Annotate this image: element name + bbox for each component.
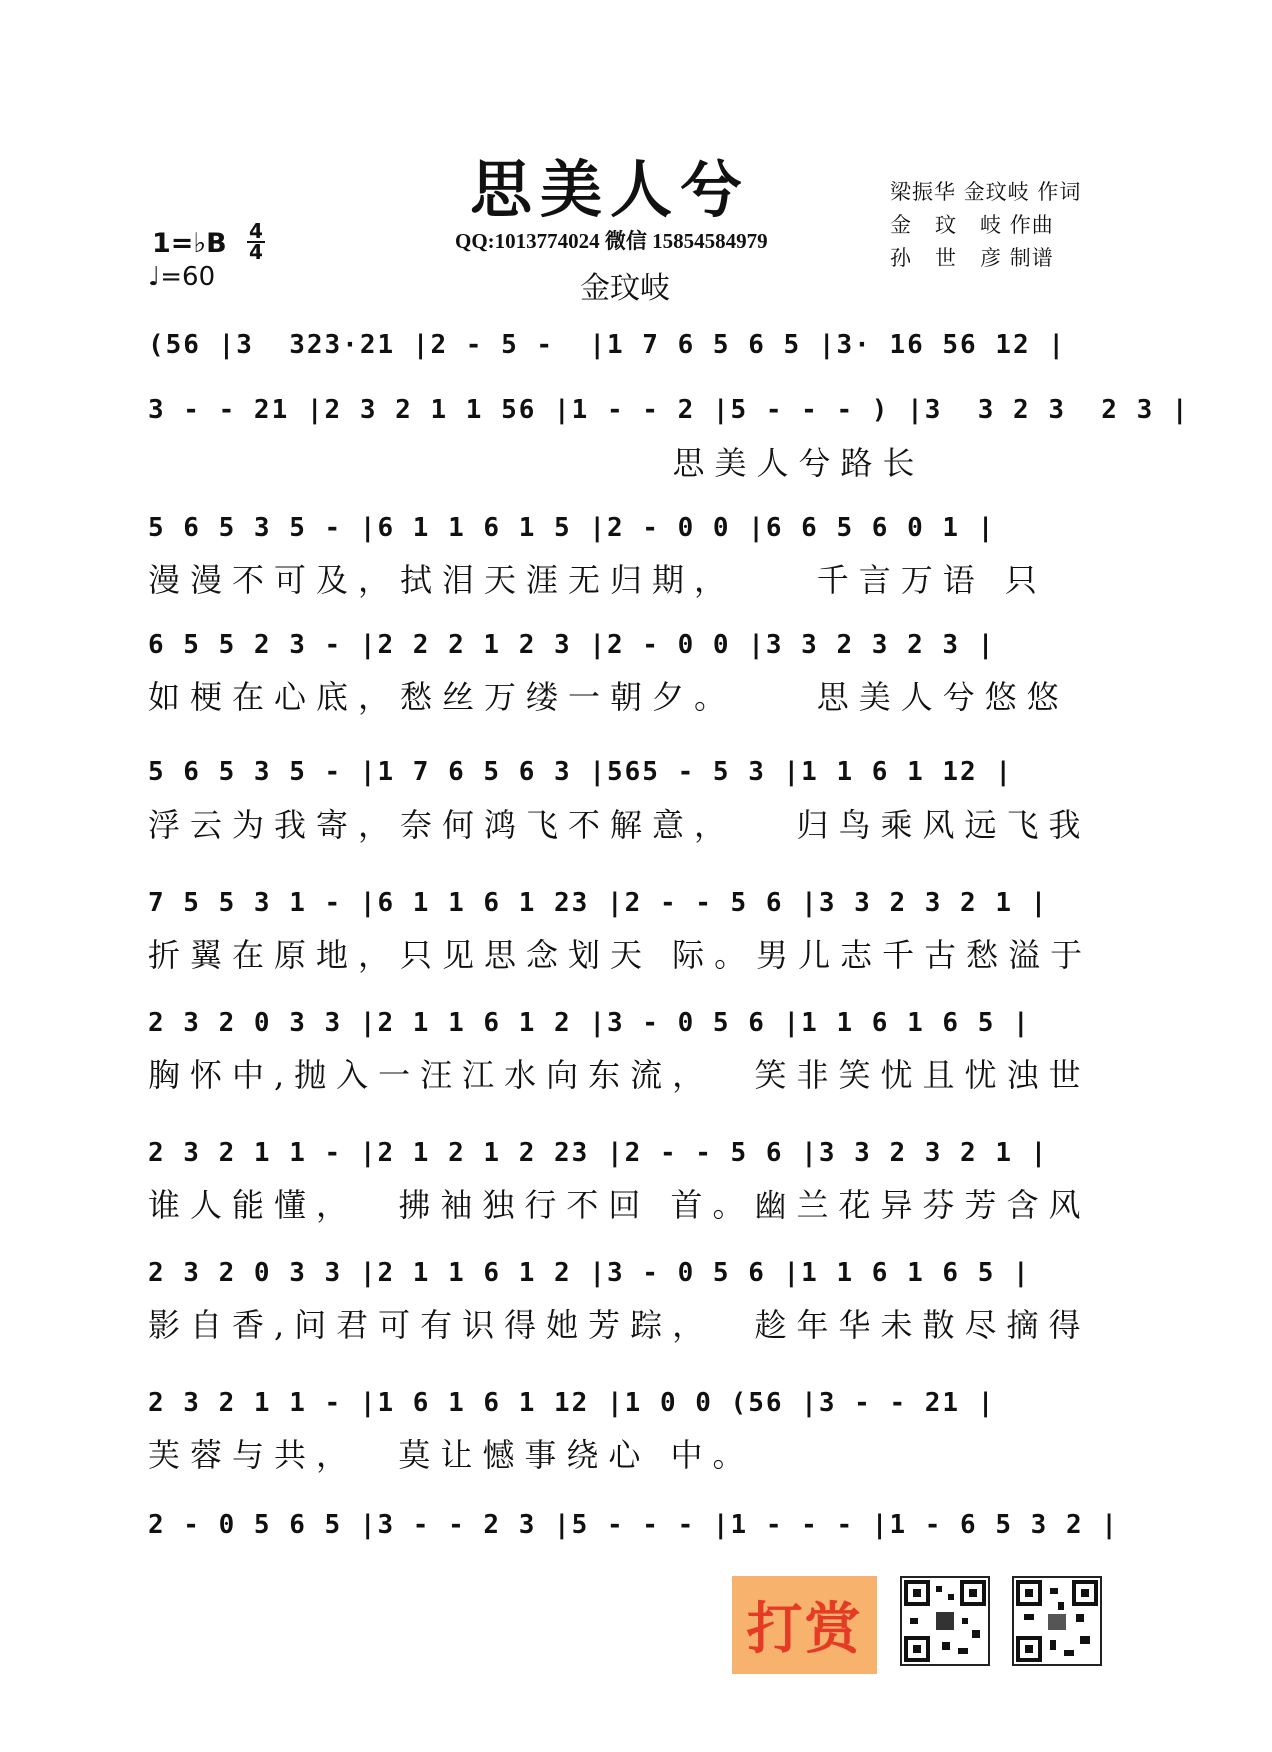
notation-line-6 — [148, 888, 1123, 928]
composer-credit: 金 玟 岐 作曲 — [890, 213, 1054, 237]
lyric-line-6: 折翼在原地，只见思念划天 际。男儿志千古愁溢于 — [148, 936, 1093, 974]
meter-bottom: 4 — [249, 240, 263, 264]
notes: 6 5 5 2 3 - |2 2 2 1 2 3 |2 - 0 0 |3 3 2 3 2 3 | — [148, 630, 996, 660]
arranger-credit: 孙 世 彦 制谱 — [890, 246, 1054, 270]
key-signature: 1=♭B — [152, 228, 227, 259]
notation-line-3 — [148, 513, 1123, 553]
notes: 3 - - 21 |2 3 2 1 1 56 |1 - - 2 |5 - - - ) |3 3 2 3 2 3 | — [148, 395, 1190, 425]
notes: 2 3 2 0 3 3 |2 1 1 6 1 2 |3 - 0 5 6 |1 1 6 1 6 5 | — [148, 1008, 1031, 1038]
notes: (56 |3 323·21 |2 - 5 - |1 7 6 5 6 5 |3· 16 56 12 | — [148, 330, 1066, 360]
notes: 7 5 5 3 1 - |6 1 1 6 1 23 |2 - - 5 6 |3 3 2 3 2 1 | — [148, 888, 1049, 918]
notes: 2 3 2 1 1 - |1 6 1 6 1 12 |1 0 0 (56 |3 - - 21 | — [148, 1388, 996, 1418]
contact-info: QQ:1013774024 微信 15854584979 — [455, 229, 768, 253]
notation-line-11 — [148, 1510, 1123, 1550]
notes: 2 - 0 5 6 5 |3 - - 2 3 |5 - - - |1 - - - |1 - 6 5 3 2 | — [148, 1510, 1119, 1540]
notation-line-1 — [148, 330, 1123, 370]
notation-line-4 — [148, 630, 1123, 670]
lyric-line-7: 胸怀中,抛入一汪江水向东流， 笑非笑忧且忧浊世 — [148, 1056, 1091, 1094]
notation-line-2 — [148, 395, 1190, 435]
notation-line-10 — [148, 1388, 1123, 1428]
reward-button[interactable]: 打赏 — [732, 1576, 877, 1674]
tempo-marking: ♩=60 — [148, 262, 216, 292]
notes: 5 6 5 3 5 - |1 7 6 5 6 3 |565 - 5 3 |1 1 6 1 12 | — [148, 757, 1014, 787]
lyric-line-8: 谁人能懂， 拂袖独行不回 首。幽兰花异芬芳含风 — [148, 1186, 1091, 1224]
qr-code-icon — [900, 1576, 990, 1666]
qr-code-icon — [1012, 1576, 1102, 1666]
lyric-line-2: 思美人兮路长 — [148, 444, 925, 482]
notes: 2 3 2 0 3 3 |2 1 1 6 1 2 |3 - 0 5 6 |1 1 6 1 6 5 | — [148, 1258, 1031, 1288]
notation-line-5 — [148, 757, 1123, 797]
lyricist-credit: 梁振华 金玟岐 作词 — [890, 180, 1082, 204]
time-signature — [245, 219, 267, 264]
notes: 2 3 2 1 1 - |2 1 2 1 2 23 |2 - - 5 6 |3 3 2 3 2 1 | — [148, 1138, 1049, 1168]
meter-top: 4 — [249, 219, 263, 243]
lyric-line-3: 漫漫不可及，拭泪天涯无归期， 千言万语 只 — [148, 561, 1047, 599]
singer-name: 金玟岐 — [580, 271, 670, 306]
notation-line-8 — [148, 1138, 1123, 1178]
notation-line-7 — [148, 1008, 1123, 1048]
lyric-line-10: 芙蓉与共， 莫让憾事绕心 中。 — [148, 1436, 755, 1474]
notation-line-9 — [148, 1258, 1123, 1298]
lyric-line-5: 浮云为我寄，奈何鸿飞不解意， 归鸟乘风远飞我 — [148, 806, 1091, 844]
notes: 5 6 5 3 5 - |6 1 1 6 1 5 |2 - 0 0 |6 6 5 6 0 1 | — [148, 513, 996, 543]
lyric-line-9: 影自香,问君可有识得她芳踪， 趁年华未散尽摘得 — [148, 1306, 1091, 1344]
song-title: 思美人兮 — [469, 153, 750, 226]
lyric-line-4: 如梗在心底，愁丝万缕一朝夕。 思美人兮悠悠 — [148, 678, 1069, 716]
